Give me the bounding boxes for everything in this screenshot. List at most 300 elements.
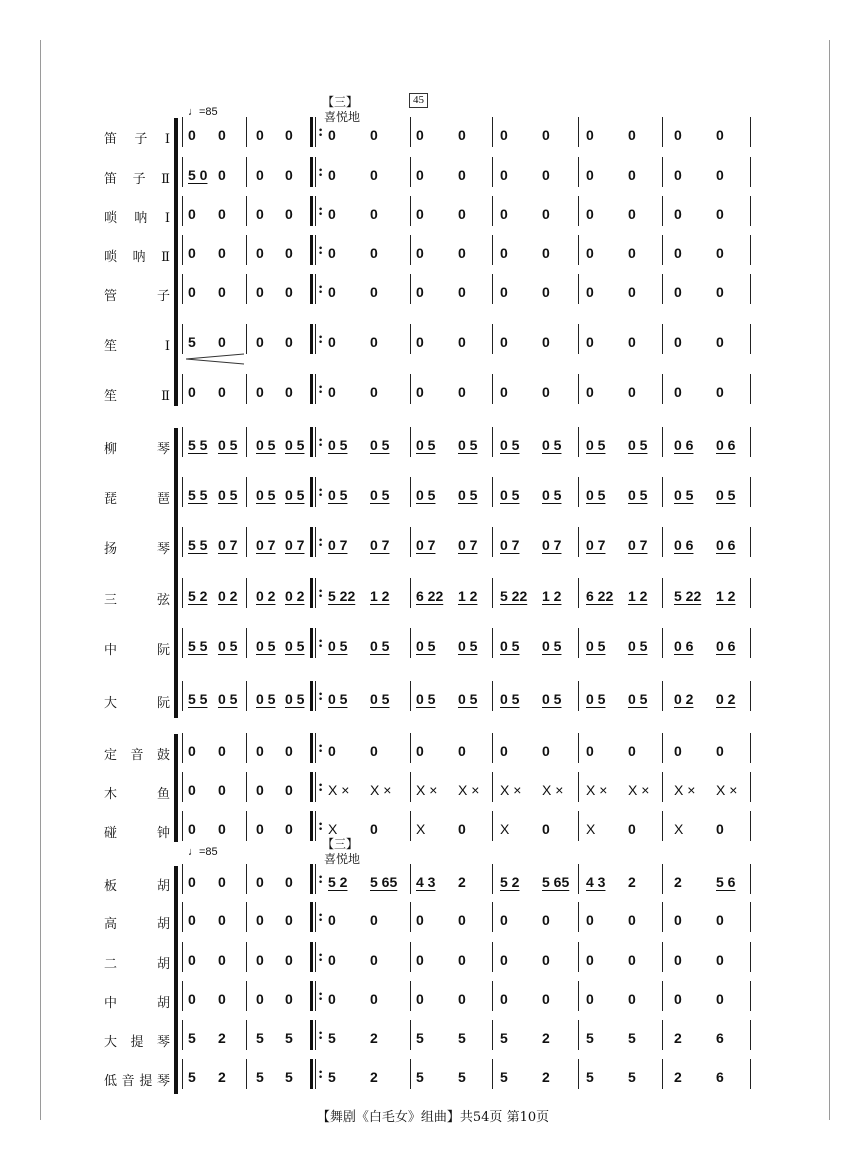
barline — [578, 235, 579, 265]
instrument-label: 碰钟 — [104, 826, 170, 841]
barline — [750, 157, 751, 187]
note-cell: 0 — [716, 991, 724, 1007]
barline-start — [182, 1020, 183, 1050]
note-cell: 2 — [458, 874, 466, 890]
expression-mark-top: 喜悦地 — [324, 110, 361, 124]
barline — [578, 374, 579, 404]
note-cell: 0 5 — [674, 487, 694, 503]
tempo-mark-top: ♩=85 — [188, 106, 218, 118]
barline — [750, 1059, 751, 1089]
barline — [662, 902, 663, 932]
note-cell: 0 5 — [628, 437, 648, 453]
repeat-barline-thin — [315, 274, 316, 304]
barline — [750, 1020, 751, 1050]
note-cell: 0 — [542, 245, 550, 261]
note-cell: 0 5 — [370, 638, 390, 654]
barline — [750, 324, 751, 354]
barline — [410, 628, 411, 658]
instrument-label: 管子 — [104, 289, 170, 304]
note-cell: 0 — [285, 245, 293, 261]
note-cell: 0 — [370, 991, 378, 1007]
note-cell: 0 5 — [542, 691, 562, 707]
barline — [662, 117, 663, 147]
repeat-barline — [310, 811, 313, 841]
note-cell: 5 6 — [716, 874, 736, 890]
note-cell: 0 5 — [328, 437, 348, 453]
note-cell: 5 — [188, 334, 196, 350]
note-cell: 0 — [500, 743, 508, 759]
note-cell: 0 — [188, 384, 196, 400]
repeat-barline — [310, 324, 313, 354]
repeat-barline-thin — [315, 324, 316, 354]
note-cell: 5 22 — [500, 588, 528, 604]
barline — [492, 1059, 493, 1089]
barline — [246, 628, 247, 658]
barline — [750, 578, 751, 608]
note-cell: 0 5 — [500, 437, 520, 453]
repeat-barline-thin — [315, 1020, 316, 1050]
note-cell: 0 — [674, 167, 682, 183]
barline — [578, 942, 579, 972]
note-cell: 0 5 — [586, 691, 606, 707]
note-cell: 0 — [458, 952, 466, 968]
barline — [662, 235, 663, 265]
note-cell: 0 — [328, 206, 336, 222]
note-cell: 0 5 — [542, 638, 562, 654]
instrument-label: 唢呐Ⅱ — [104, 250, 170, 265]
repeat-barline — [310, 235, 313, 265]
note-cell: 0 7 — [218, 537, 238, 553]
repeat-barline — [310, 157, 313, 187]
barline — [578, 628, 579, 658]
barline — [578, 578, 579, 608]
note-cell: 0 6 — [716, 638, 736, 654]
note-cell: 5 — [188, 1030, 196, 1046]
note-cell: X — [416, 821, 426, 837]
page-left-edge — [40, 40, 41, 1120]
barline — [492, 981, 493, 1011]
note-cell: 0 5 — [328, 487, 348, 503]
note-cell: 0 6 — [674, 537, 694, 553]
note-cell: 0 — [416, 245, 424, 261]
note-cell: X × — [716, 782, 738, 798]
repeat-dots: : — [318, 987, 324, 1004]
barline — [750, 477, 751, 507]
note-cell: 0 — [416, 991, 424, 1007]
barline — [410, 527, 411, 557]
note-cell: 0 5 — [328, 638, 348, 654]
barline-start — [182, 324, 183, 354]
note-cell: 0 — [416, 743, 424, 759]
barline — [578, 981, 579, 1011]
note-cell: 0 — [542, 743, 550, 759]
note-cell: 0 — [716, 743, 724, 759]
barline — [410, 196, 411, 226]
barline — [750, 733, 751, 763]
note-cell: 0 — [674, 206, 682, 222]
repeat-barline-thin — [315, 902, 316, 932]
note-cell: 0 — [285, 743, 293, 759]
barline — [662, 324, 663, 354]
note-cell: 0 — [500, 952, 508, 968]
repeat-dots: : — [318, 584, 324, 601]
barline — [492, 772, 493, 802]
note-cell: 5 — [628, 1069, 636, 1085]
note-cell: 0 — [628, 167, 636, 183]
repeat-barline — [310, 196, 313, 226]
barline — [410, 864, 411, 894]
note-cell: 0 — [500, 206, 508, 222]
repeat-barline — [310, 864, 313, 894]
note-cell: 5 5 — [188, 537, 208, 553]
note-cell: 0 — [256, 127, 264, 143]
barline — [246, 374, 247, 404]
note-cell: 0 5 — [628, 487, 648, 503]
note-cell: 0 — [328, 334, 336, 350]
note-cell: 0 — [586, 384, 594, 400]
barline — [662, 981, 663, 1011]
note-cell: 0 — [256, 952, 264, 968]
repeat-barline-thin — [315, 157, 316, 187]
barline — [750, 902, 751, 932]
note-cell: X × — [500, 782, 522, 798]
note-cell: 0 — [586, 167, 594, 183]
note-cell: 0 2 — [285, 588, 305, 604]
note-cell: 0 2 — [256, 588, 276, 604]
barline — [410, 324, 411, 354]
barline — [578, 527, 579, 557]
barline — [492, 157, 493, 187]
note-cell: 0 — [256, 167, 264, 183]
barline — [492, 864, 493, 894]
note-cell: 0 5 — [500, 638, 520, 654]
note-cell: 0 — [416, 334, 424, 350]
note-cell: 0 — [416, 952, 424, 968]
note-cell: 6 22 — [416, 588, 444, 604]
note-cell: 0 — [285, 334, 293, 350]
repeat-dots: : — [318, 687, 324, 704]
note-cell: 0 6 — [674, 437, 694, 453]
note-cell: 0 5 — [256, 437, 276, 453]
note-cell: 0 — [586, 127, 594, 143]
barline — [578, 1020, 579, 1050]
note-cell: 5 0 — [188, 167, 208, 183]
note-cell: 0 7 — [542, 537, 562, 553]
note-cell: 0 7 — [285, 537, 305, 553]
repeat-barline-thin — [315, 527, 316, 557]
instrument-label: 大阮 — [104, 696, 170, 711]
repeat-barline — [310, 942, 313, 972]
note-cell: 0 — [188, 284, 196, 300]
note-cell: 0 — [586, 206, 594, 222]
barline — [492, 527, 493, 557]
note-cell: 1 2 — [716, 588, 736, 604]
note-cell: 0 6 — [716, 537, 736, 553]
note-cell: 0 — [285, 912, 293, 928]
barline — [246, 733, 247, 763]
note-cell: 0 — [586, 334, 594, 350]
note-cell: 0 2 — [716, 691, 736, 707]
note-cell: 0 — [328, 912, 336, 928]
note-cell: 0 — [628, 245, 636, 261]
note-cell: 0 5 — [370, 487, 390, 503]
barline — [246, 681, 247, 711]
repeat-barline-thin — [315, 235, 316, 265]
note-cell: 0 — [328, 245, 336, 261]
note-cell: 0 — [188, 821, 196, 837]
instrument-label: 笙Ⅰ — [104, 339, 170, 354]
note-cell: 0 — [716, 245, 724, 261]
barline — [492, 427, 493, 457]
note-cell: 2 — [674, 1069, 682, 1085]
note-cell: 0 — [218, 874, 226, 890]
note-cell: 0 — [458, 127, 466, 143]
note-cell: X × — [542, 782, 564, 798]
repeat-dots: : — [318, 739, 324, 756]
note-cell: 0 — [328, 743, 336, 759]
note-cell: 0 — [188, 206, 196, 222]
note-cell: 0 — [370, 821, 378, 837]
barline-start — [182, 235, 183, 265]
note-cell: 0 5 — [416, 638, 436, 654]
barline — [492, 196, 493, 226]
barline — [578, 324, 579, 354]
note-cell: 4 3 — [586, 874, 606, 890]
barline — [492, 578, 493, 608]
note-cell: 0 5 — [500, 487, 520, 503]
barline — [246, 1059, 247, 1089]
note-cell: X — [500, 821, 510, 837]
note-cell: 5 5 — [188, 437, 208, 453]
barline — [492, 628, 493, 658]
note-cell: 0 2 — [674, 691, 694, 707]
note-cell: 0 — [458, 991, 466, 1007]
barline-start — [182, 117, 183, 147]
repeat-barline-thin — [315, 864, 316, 894]
note-cell: 1 2 — [542, 588, 562, 604]
barline — [246, 864, 247, 894]
barline — [662, 772, 663, 802]
barline — [662, 628, 663, 658]
note-cell: 5 — [285, 1030, 293, 1046]
barline — [410, 374, 411, 404]
barline-start — [182, 374, 183, 404]
barline — [662, 578, 663, 608]
section-marker-top: 【三】 — [322, 95, 359, 109]
repeat-dots: : — [318, 433, 324, 450]
note-cell: 5 — [256, 1069, 264, 1085]
barline-start — [182, 942, 183, 972]
note-cell: 0 — [586, 912, 594, 928]
barline — [750, 981, 751, 1011]
note-cell: 0 — [218, 245, 226, 261]
note-cell: X — [586, 821, 596, 837]
note-cell: 5 5 — [188, 638, 208, 654]
repeat-dots: : — [318, 778, 324, 795]
repeat-dots: : — [318, 330, 324, 347]
note-cell: 0 — [256, 821, 264, 837]
note-cell: 1 2 — [628, 588, 648, 604]
barline-start — [182, 578, 183, 608]
note-cell: 0 2 — [218, 588, 238, 604]
note-cell: 0 5 — [218, 437, 238, 453]
note-cell: 0 — [328, 284, 336, 300]
barline — [662, 864, 663, 894]
note-cell: 0 5 — [218, 638, 238, 654]
page-right-edge — [829, 40, 830, 1120]
repeat-barline-thin — [315, 811, 316, 841]
barline — [578, 427, 579, 457]
note-cell: 0 — [500, 384, 508, 400]
note-cell: 5 2 — [328, 874, 348, 890]
note-cell: 5 — [256, 1030, 264, 1046]
instrument-label: 二胡 — [104, 957, 170, 972]
note-cell: 2 — [542, 1069, 550, 1085]
note-cell: 0 — [218, 127, 226, 143]
note-cell: 0 — [586, 245, 594, 261]
barline — [246, 1020, 247, 1050]
note-cell: 0 — [285, 206, 293, 222]
page-footer: 【舞剧《白毛女》组曲】共54页 第10页 — [316, 1110, 550, 1125]
barline-start — [182, 196, 183, 226]
repeat-barline-thin — [315, 942, 316, 972]
note-cell: 0 — [586, 952, 594, 968]
barline — [246, 235, 247, 265]
note-cell: 0 — [458, 284, 466, 300]
barline — [410, 427, 411, 457]
barline — [246, 157, 247, 187]
repeat-barline-thin — [315, 196, 316, 226]
barline-start — [182, 981, 183, 1011]
note-cell: 6 — [716, 1030, 724, 1046]
note-cell: 5 — [628, 1030, 636, 1046]
note-cell: 0 — [674, 743, 682, 759]
note-cell: 5 2 — [188, 588, 208, 604]
repeat-dots: : — [318, 380, 324, 397]
note-cell: 0 7 — [256, 537, 276, 553]
barline — [662, 1059, 663, 1089]
barline — [750, 681, 751, 711]
note-cell: 0 — [328, 167, 336, 183]
note-cell: 0 5 — [586, 487, 606, 503]
note-cell: 5 — [416, 1030, 424, 1046]
repeat-barline — [310, 628, 313, 658]
note-cell: 0 — [285, 874, 293, 890]
repeat-barline-thin — [315, 733, 316, 763]
note-cell: 0 — [218, 912, 226, 928]
note-cell: 0 5 — [586, 437, 606, 453]
repeat-barline — [310, 1020, 313, 1050]
note-cell: 5 5 — [188, 691, 208, 707]
note-cell: 0 — [674, 952, 682, 968]
note-cell: 0 — [716, 167, 724, 183]
note-cell: 0 — [218, 206, 226, 222]
note-cell: 0 — [628, 912, 636, 928]
barline — [246, 902, 247, 932]
note-cell: 0 — [285, 384, 293, 400]
note-cell: 0 — [370, 284, 378, 300]
barline — [750, 811, 751, 841]
barline — [410, 902, 411, 932]
barline — [662, 477, 663, 507]
note-cell: 0 — [285, 821, 293, 837]
note-cell: 0 5 — [285, 691, 305, 707]
note-cell: 0 — [458, 384, 466, 400]
note-cell: 0 — [716, 952, 724, 968]
note-cell: 5 — [458, 1030, 466, 1046]
repeat-dots: : — [318, 948, 324, 965]
instrument-label: 笛子Ⅰ — [104, 132, 170, 147]
note-cell: 0 — [628, 284, 636, 300]
note-cell: 0 — [674, 991, 682, 1007]
barline — [410, 274, 411, 304]
note-cell: 0 — [458, 743, 466, 759]
note-cell: 0 5 — [370, 691, 390, 707]
barline — [410, 981, 411, 1011]
note-cell: 0 5 — [458, 638, 478, 654]
note-cell: 0 — [716, 334, 724, 350]
note-cell: 0 5 — [285, 487, 305, 503]
note-cell: 0 — [188, 782, 196, 798]
barline-start — [182, 274, 183, 304]
repeat-barline-thin — [315, 772, 316, 802]
barline — [750, 427, 751, 457]
barline — [578, 274, 579, 304]
note-cell: 0 5 — [458, 437, 478, 453]
note-cell: 5 — [328, 1069, 336, 1085]
note-cell: 0 5 — [628, 691, 648, 707]
barline — [246, 324, 247, 354]
note-cell: 5 2 — [500, 874, 520, 890]
note-cell: X — [674, 821, 684, 837]
repeat-barline — [310, 274, 313, 304]
diminuendo-hairpin — [186, 352, 246, 366]
barline — [750, 196, 751, 226]
note-cell: 0 — [416, 206, 424, 222]
note-cell: 0 — [370, 167, 378, 183]
note-cell: 0 — [628, 384, 636, 400]
barline — [750, 374, 751, 404]
barline — [410, 477, 411, 507]
note-cell: 0 — [188, 743, 196, 759]
note-cell: 0 — [416, 284, 424, 300]
barline-start — [182, 733, 183, 763]
repeat-barline-thin — [315, 578, 316, 608]
note-cell: 6 — [716, 1069, 724, 1085]
barline — [750, 628, 751, 658]
repeat-barline — [310, 1059, 313, 1089]
barline — [410, 117, 411, 147]
note-cell: 0 — [716, 284, 724, 300]
repeat-barline — [310, 681, 313, 711]
barline — [492, 477, 493, 507]
note-cell: 0 — [370, 127, 378, 143]
note-cell: 0 — [328, 991, 336, 1007]
note-cell: 0 — [285, 991, 293, 1007]
note-cell: 2 — [218, 1069, 226, 1085]
note-cell: 0 — [542, 334, 550, 350]
note-cell: 0 — [218, 952, 226, 968]
note-cell: 0 7 — [500, 537, 520, 553]
note-cell: 0 — [256, 206, 264, 222]
repeat-dots: : — [318, 280, 324, 297]
expression-mark-bottom: 喜悦地 — [324, 852, 361, 866]
repeat-dots: : — [318, 634, 324, 651]
note-cell: 0 — [674, 127, 682, 143]
note-cell: 0 — [674, 912, 682, 928]
barline — [410, 1059, 411, 1089]
note-cell: 0 — [256, 284, 264, 300]
